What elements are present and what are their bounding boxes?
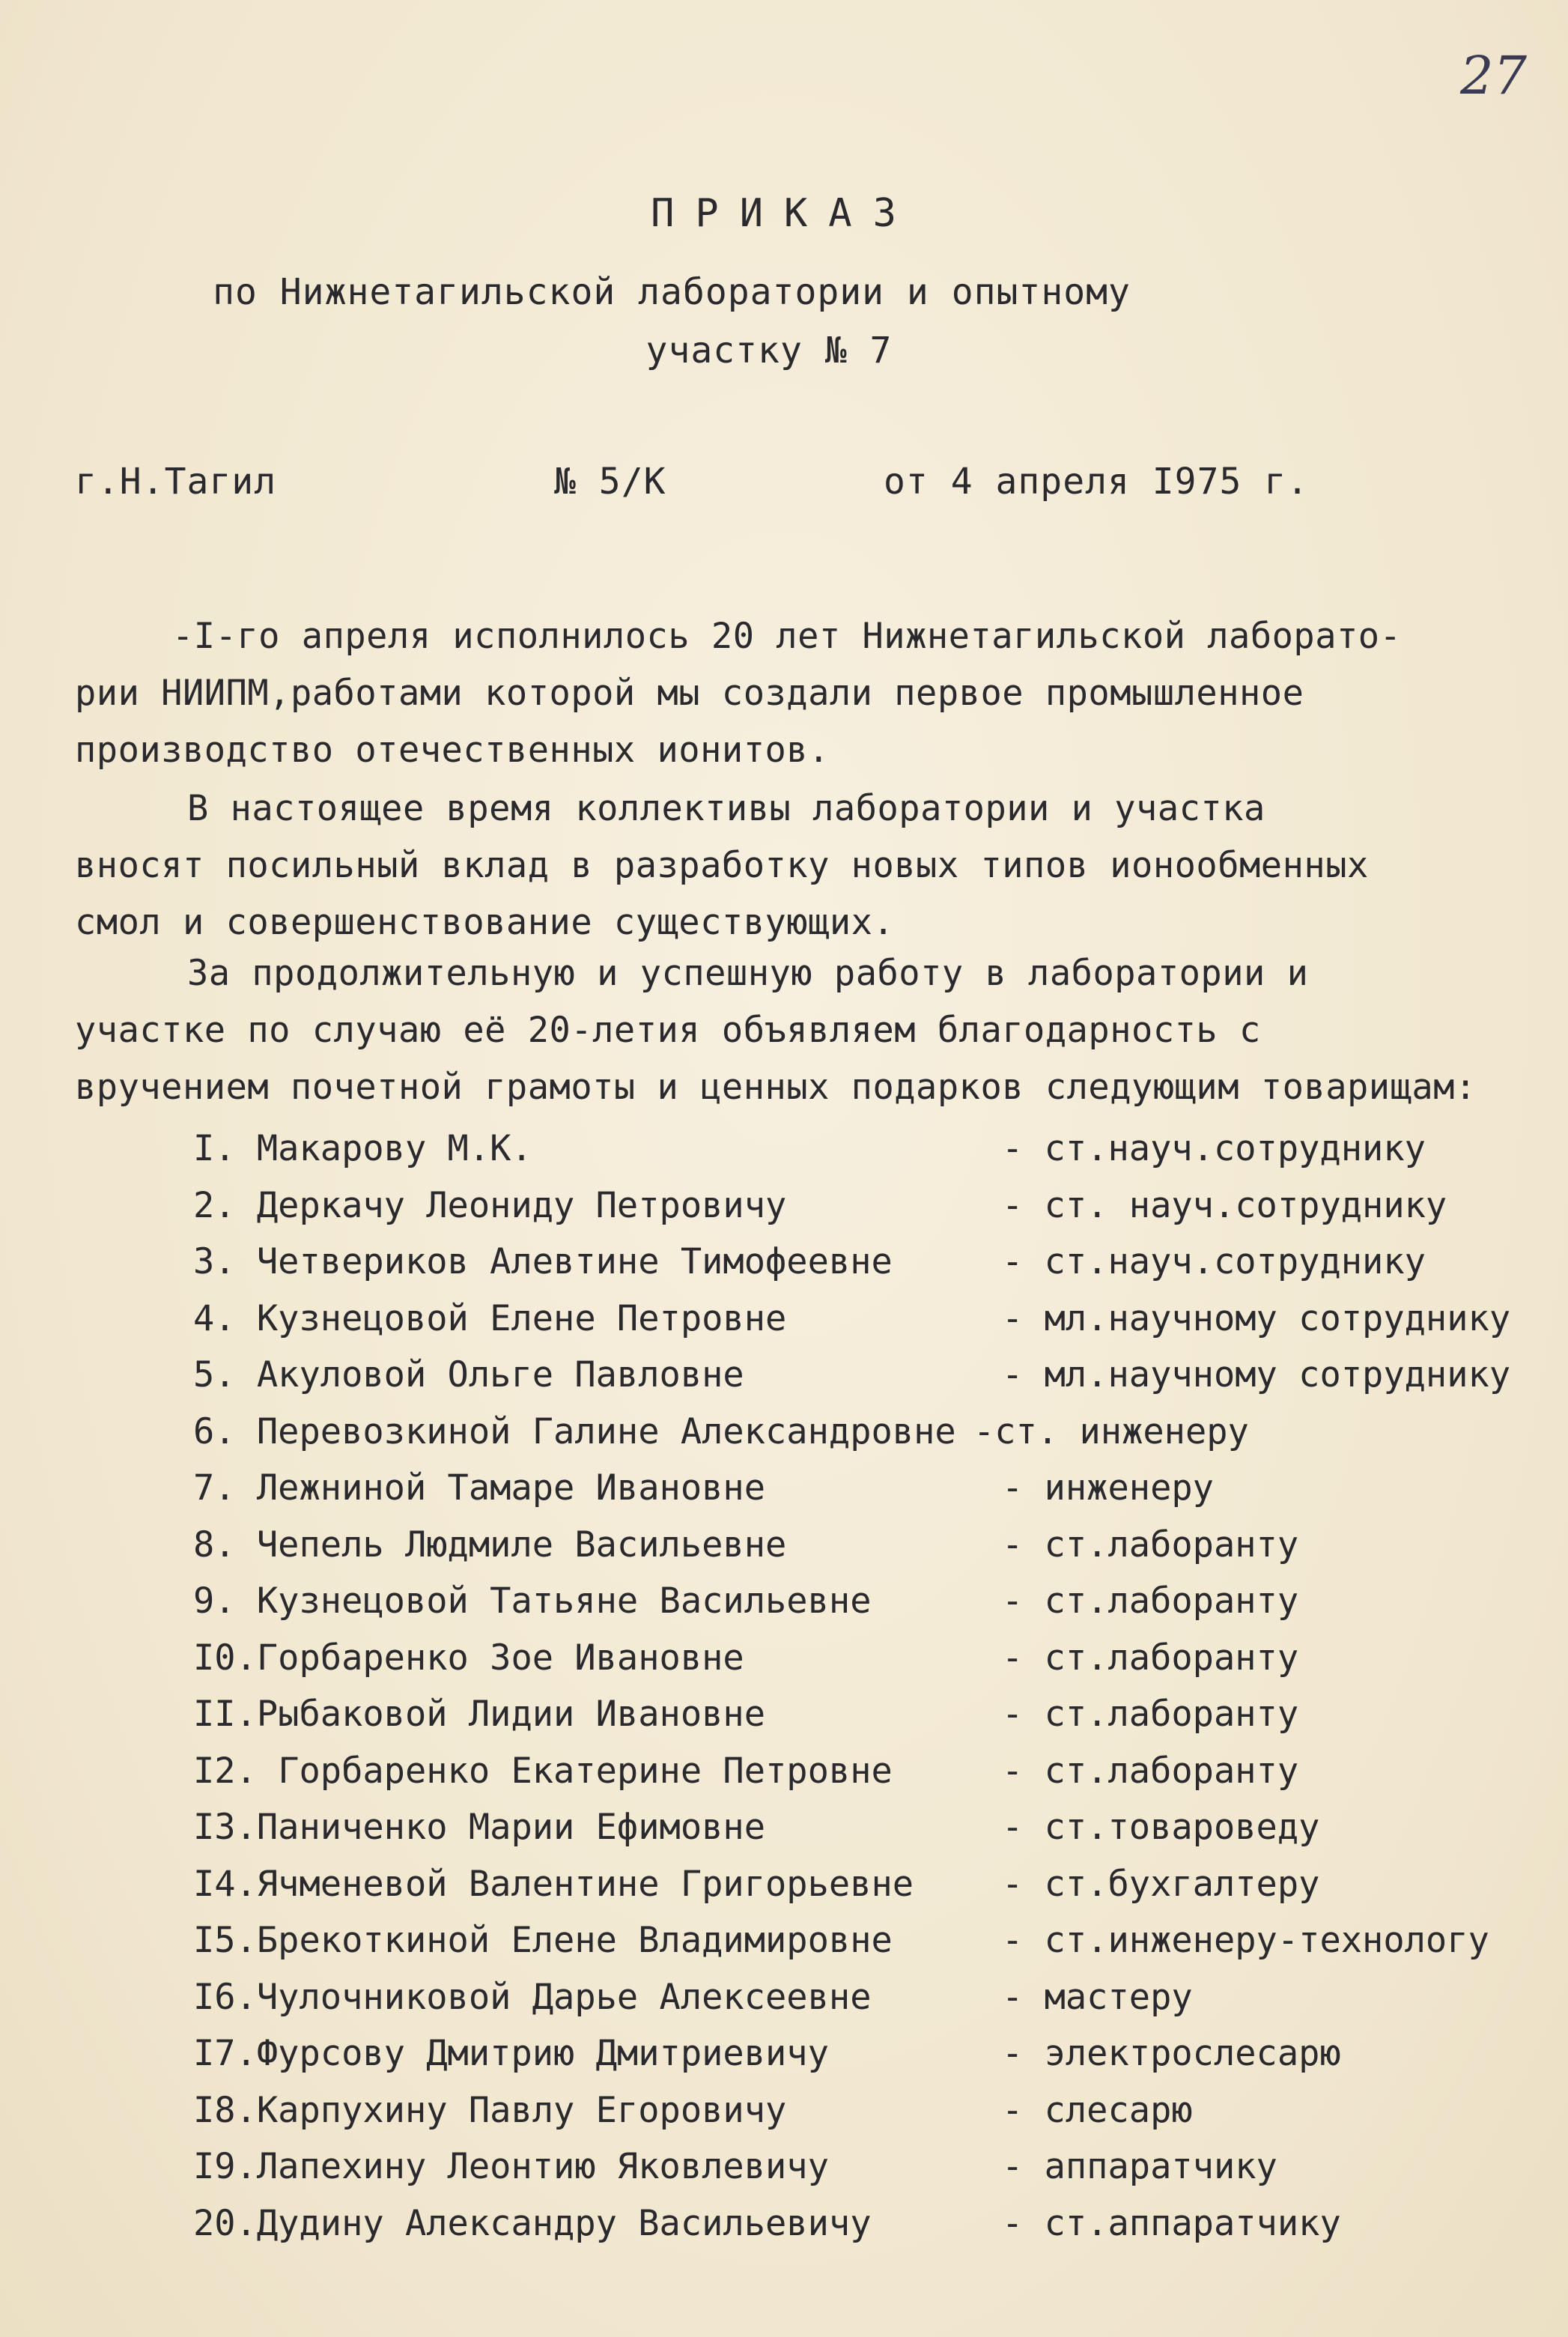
list-item-name: Перевозкиной Галине Александровне xyxy=(256,1410,956,1452)
list-item xyxy=(193,1969,1193,2026)
list-item xyxy=(193,2025,1341,2082)
list-item-name: Деркачу Леониду Петровичу xyxy=(256,1184,787,1226)
list-item-position: - инженеру xyxy=(1002,1467,1214,1509)
list-item xyxy=(193,1630,1299,1687)
paragraph-line: смол и совершенствование существующих. xyxy=(75,902,895,943)
list-item-position: - слесарю xyxy=(1002,2089,1193,2131)
list-item-number: I9. xyxy=(193,2146,257,2187)
document-title: ПРИКАЗ xyxy=(651,191,917,236)
list-item-position: - ст.лаборанту xyxy=(1002,1580,1299,1622)
list-item-name: Лежниной Тамаре Ивановне xyxy=(256,1467,766,1509)
list-item-position: -ст. инженеру xyxy=(973,1410,1249,1452)
page-number: 27 xyxy=(1460,45,1528,106)
list-item xyxy=(193,1912,1489,1969)
list-item-position: - ст.бухгалтеру xyxy=(1002,1863,1320,1905)
list-item-number: I6. xyxy=(193,1976,257,2018)
list-item xyxy=(193,1404,1249,1461)
list-item-position: - ст.науч.сотруднику xyxy=(1002,1128,1426,1169)
list-item xyxy=(193,1686,1299,1743)
order-date: от 4 апреля I975 г. xyxy=(884,461,1310,503)
document-subtitle-line1: по Нижнетагильской лаборатории и опытному xyxy=(213,271,1131,313)
list-item-name: Брекоткиной Елене Владимировне xyxy=(256,1920,893,1961)
list-item xyxy=(193,1291,1511,1348)
paragraph-line: За продолжительную и успешную работу в лаборатории и xyxy=(187,953,1309,994)
order-number: № 5/К xyxy=(554,461,666,503)
list-item-position: - мл.научному сотруднику xyxy=(1002,1297,1511,1339)
list-item-name: Фурсову Дмитрию Дмитриевичу xyxy=(256,2033,829,2074)
award-recipients-list xyxy=(193,1121,1511,2252)
paragraph-line: производство отечественных ионитов. xyxy=(75,730,830,771)
list-item-name: Карпухину Павлу Егоровичу xyxy=(256,2089,787,2131)
list-item-position: - ст.науч.сотруднику xyxy=(1002,1241,1426,1282)
list-item xyxy=(193,1177,1447,1234)
list-item-number: II. xyxy=(193,1694,257,1735)
paragraph-line: участке по случаю её 20-летия объявляем благодарность с xyxy=(75,1010,1261,1051)
list-item xyxy=(193,1743,1299,1800)
list-item-number: I7. xyxy=(193,2033,257,2074)
paragraph-collectives xyxy=(75,780,1568,951)
list-item xyxy=(193,1573,1299,1630)
document-subtitle-line2: участку № 7 xyxy=(645,330,893,372)
list-item-position: - аппаратчику xyxy=(1002,2146,1277,2187)
list-item-number: I4. xyxy=(193,1863,257,1905)
list-item-name: Чулочниковой Дарье Алексеевне xyxy=(256,1976,872,2018)
list-item-name: Чепель Людмиле Васильевне xyxy=(256,1524,787,1565)
list-item-position: - мастеру xyxy=(1002,1976,1193,2018)
list-item-name: Четвериков Алевтине Тимофеевне xyxy=(256,1241,893,1282)
list-item-name: Макарову М.К. xyxy=(256,1128,532,1169)
list-item-position: - ст.аппаратчику xyxy=(1002,2202,1341,2244)
list-item xyxy=(193,1517,1299,1574)
list-item-number: 9. xyxy=(193,1580,236,1622)
list-item-number: I0. xyxy=(193,1637,257,1679)
list-item-number: 5. xyxy=(193,1354,236,1395)
paragraph-line: -I-го апреля исполнилось 20 лет Нижнетагильской лаборато- xyxy=(172,616,1402,657)
list-item xyxy=(193,2195,1341,2252)
paragraph-line: рии НИИПМ,работами которой мы создали первое промышленное xyxy=(75,673,1304,714)
list-item-number: 20. xyxy=(193,2202,257,2244)
list-item-name: Акуловой Ольге Павловне xyxy=(256,1354,744,1395)
list-item-number: I2. xyxy=(193,1750,257,1792)
list-item-number: 7. xyxy=(193,1467,236,1509)
list-item xyxy=(193,1347,1511,1404)
list-item-name: Лапехину Леонтию Яковлевичу xyxy=(256,2146,829,2187)
list-item-name: Ячменевой Валентине Григорьевне xyxy=(256,1863,914,1905)
paragraph-anniversary xyxy=(75,608,1568,779)
paragraph-line: вручением почетной грамоты и ценных подарков следующим товарищам: xyxy=(75,1067,1477,1108)
list-item-number: 2. xyxy=(193,1184,236,1226)
list-item-name: Кузнецовой Елене Петровне xyxy=(256,1297,787,1339)
list-item-position: - ст.товароведу xyxy=(1002,1807,1320,1848)
list-item xyxy=(193,1799,1320,1856)
paragraph-line: В настоящее время коллективы лаборатории и участка xyxy=(187,788,1265,829)
list-item-number: I5. xyxy=(193,1920,257,1961)
list-item xyxy=(193,1234,1426,1291)
order-place: г.Н.Тагил xyxy=(75,461,277,503)
list-item-number: I8. xyxy=(193,2089,257,2131)
list-item-number: 3. xyxy=(193,1241,236,1282)
list-item-number: 8. xyxy=(193,1524,236,1565)
list-item-name: Рыбаковой Лидии Ивановне xyxy=(256,1694,766,1735)
list-item-position: - ст.лаборанту xyxy=(1002,1750,1299,1792)
list-item-number: I. xyxy=(193,1128,236,1169)
list-item xyxy=(193,1856,1320,1913)
list-item-name: Горбаренко Екатерине Петровне xyxy=(278,1750,893,1792)
list-item-name: Горбаренко Зое Ивановне xyxy=(256,1637,744,1679)
list-item-name: Кузнецовой Татьяне Васильевне xyxy=(256,1580,872,1622)
list-item xyxy=(193,2139,1277,2195)
list-item-number: 4. xyxy=(193,1297,236,1339)
list-item-position: - мл.научному сотруднику xyxy=(1002,1354,1511,1395)
list-item-position: - ст.инженеру-технологу xyxy=(1002,1920,1489,1961)
list-item xyxy=(193,2082,1193,2139)
list-item xyxy=(193,1460,1214,1517)
list-item-position: - ст.лаборанту xyxy=(1002,1524,1299,1565)
list-item xyxy=(193,1121,1426,1177)
paragraph-line: вносят посильный вклад в разработку новых типов ионообменных xyxy=(75,845,1369,886)
list-item-position: - ст.лаборанту xyxy=(1002,1637,1299,1679)
list-item-position: - электрослесарю xyxy=(1002,2033,1341,2074)
list-item-position: - ст. науч.сотруднику xyxy=(1002,1184,1447,1226)
list-item-number: I3. xyxy=(193,1807,257,1848)
list-item-name: Паниченко Марии Ефимовне xyxy=(256,1807,766,1848)
list-item-number: 6. xyxy=(193,1410,236,1452)
list-item-name: Дудину Александру Васильевичу xyxy=(256,2202,872,2244)
paragraph-gratitude xyxy=(75,945,1568,1116)
list-item-position: - ст.лаборанту xyxy=(1002,1694,1299,1735)
